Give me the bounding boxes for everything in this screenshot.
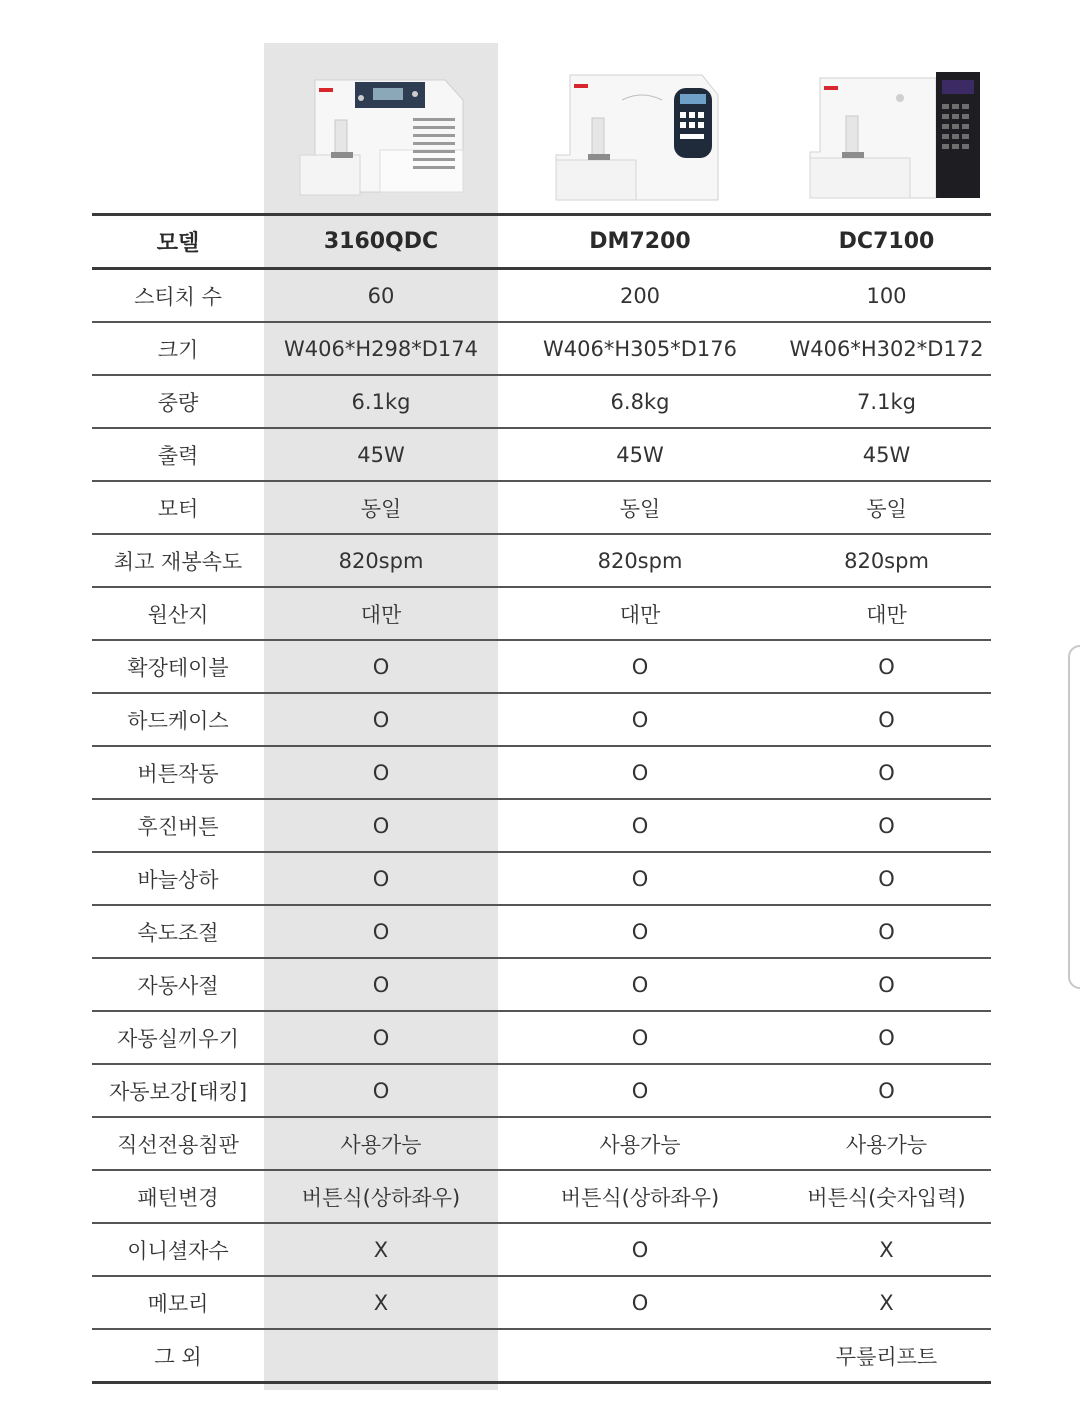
cell-value: O (264, 905, 498, 958)
cell-value: 820spm (782, 534, 991, 587)
cell-value: O (498, 693, 782, 746)
row-label: 이니셜자수 (92, 1223, 264, 1276)
cell-value: 동일 (264, 481, 498, 534)
table-row (92, 799, 991, 852)
row-label: 패턴변경 (92, 1170, 264, 1223)
cell-value: 7.1kg (782, 375, 991, 428)
cell-value: O (782, 1064, 991, 1117)
row-label: 하드케이스 (92, 693, 264, 746)
row-label: 자동실끼우기 (92, 1011, 264, 1064)
cell-value: 6.8kg (498, 375, 782, 428)
cell-value: W406*H298*D174 (264, 322, 498, 375)
cell-value: O (782, 746, 991, 799)
table-row (92, 534, 991, 587)
cell-value: 60 (264, 269, 498, 323)
cell-value: O (498, 1064, 782, 1117)
row-label: 메모리 (92, 1276, 264, 1329)
cell-value: O (498, 958, 782, 1011)
cell-value: O (498, 905, 782, 958)
sewing-machine-3160qdc-image (295, 60, 471, 208)
cell-value: O (264, 852, 498, 905)
cell-value: O (264, 746, 498, 799)
cell-value: X (782, 1276, 991, 1329)
table-row (92, 269, 991, 323)
table-row (92, 375, 991, 428)
cell-value: 동일 (498, 481, 782, 534)
cell-value: O (264, 958, 498, 1011)
row-label: 자동사절 (92, 958, 264, 1011)
scrollbar-handle[interactable] (1068, 645, 1080, 989)
table-row (92, 1223, 991, 1276)
cell-value: 버튼식(숫자입력) (782, 1170, 991, 1223)
cell-value: O (782, 693, 991, 746)
cell-value: 사용가능 (264, 1117, 498, 1170)
table-row (92, 1170, 991, 1223)
sewing-machine-dc7100-image (806, 60, 992, 208)
cell-value: 버튼식(상하좌우) (264, 1170, 498, 1223)
cell-value: 대만 (782, 587, 991, 640)
cell-value (498, 1329, 782, 1383)
table-row (92, 587, 991, 640)
sewing-machine-dm7200-image (552, 60, 722, 208)
cell-value: X (782, 1223, 991, 1276)
row-label: 속도조절 (92, 905, 264, 958)
cell-value: W406*H302*D172 (782, 322, 991, 375)
cell-value: O (498, 799, 782, 852)
header-label: 모델 (92, 215, 264, 269)
cell-value: 버튼식(상하좌우) (498, 1170, 782, 1223)
table-row (92, 481, 991, 534)
table-row (92, 958, 991, 1011)
cell-value: 무릎리프트 (782, 1329, 991, 1383)
header-row (92, 215, 991, 269)
row-label: 그 외 (92, 1329, 264, 1383)
cell-value: O (498, 852, 782, 905)
cell-value: 100 (782, 269, 991, 323)
cell-value: O (782, 640, 991, 693)
row-label: 출력 (92, 428, 264, 481)
row-label: 자동보강[태킹] (92, 1064, 264, 1117)
cell-value: O (264, 640, 498, 693)
table-row (92, 693, 991, 746)
table-row (92, 1276, 991, 1329)
cell-value (264, 1329, 498, 1383)
row-label: 후진버튼 (92, 799, 264, 852)
row-label: 모터 (92, 481, 264, 534)
model-name: DM7200 (498, 215, 782, 269)
cell-value: O (498, 746, 782, 799)
cell-value: O (782, 1011, 991, 1064)
cell-value: O (498, 1223, 782, 1276)
table-row (92, 1011, 991, 1064)
table-row (92, 428, 991, 481)
cell-value: X (264, 1223, 498, 1276)
row-label: 스티치 수 (92, 269, 264, 323)
comparison-table (92, 213, 991, 1384)
cell-value: O (782, 905, 991, 958)
row-label: 직선전용침판 (92, 1117, 264, 1170)
cell-value: 45W (498, 428, 782, 481)
cell-value: O (264, 693, 498, 746)
row-label: 크기 (92, 322, 264, 375)
cell-value: O (498, 1276, 782, 1329)
model-name: 3160QDC (264, 215, 498, 269)
table-row (92, 1117, 991, 1170)
cell-value: 6.1kg (264, 375, 498, 428)
cell-value: 820spm (264, 534, 498, 587)
row-label: 확장테이블 (92, 640, 264, 693)
row-label: 바늘상하 (92, 852, 264, 905)
row-label: 원산지 (92, 587, 264, 640)
cell-value: 대만 (264, 587, 498, 640)
cell-value: 45W (264, 428, 498, 481)
cell-value: O (264, 1064, 498, 1117)
cell-value: 사용가능 (782, 1117, 991, 1170)
row-label: 최고 재봉속도 (92, 534, 264, 587)
table-row (92, 852, 991, 905)
cell-value: O (264, 799, 498, 852)
table-row (92, 1064, 991, 1117)
cell-value: 45W (782, 428, 991, 481)
cell-value: 200 (498, 269, 782, 323)
cell-value: O (782, 958, 991, 1011)
cell-value: 사용가능 (498, 1117, 782, 1170)
cell-value: O (782, 852, 991, 905)
cell-value: X (264, 1276, 498, 1329)
table-row (92, 1329, 991, 1383)
cell-value: 동일 (782, 481, 991, 534)
cell-value: O (782, 799, 991, 852)
cell-value: 820spm (498, 534, 782, 587)
table-row (92, 746, 991, 799)
table-row (92, 905, 991, 958)
cell-value: W406*H305*D176 (498, 322, 782, 375)
row-label: 중량 (92, 375, 264, 428)
cell-value: O (498, 640, 782, 693)
table-row (92, 640, 991, 693)
model-name: DC7100 (782, 215, 991, 269)
cell-value: O (264, 1011, 498, 1064)
table-row (92, 322, 991, 375)
cell-value: O (498, 1011, 782, 1064)
row-label: 버튼작동 (92, 746, 264, 799)
cell-value: 대만 (498, 587, 782, 640)
